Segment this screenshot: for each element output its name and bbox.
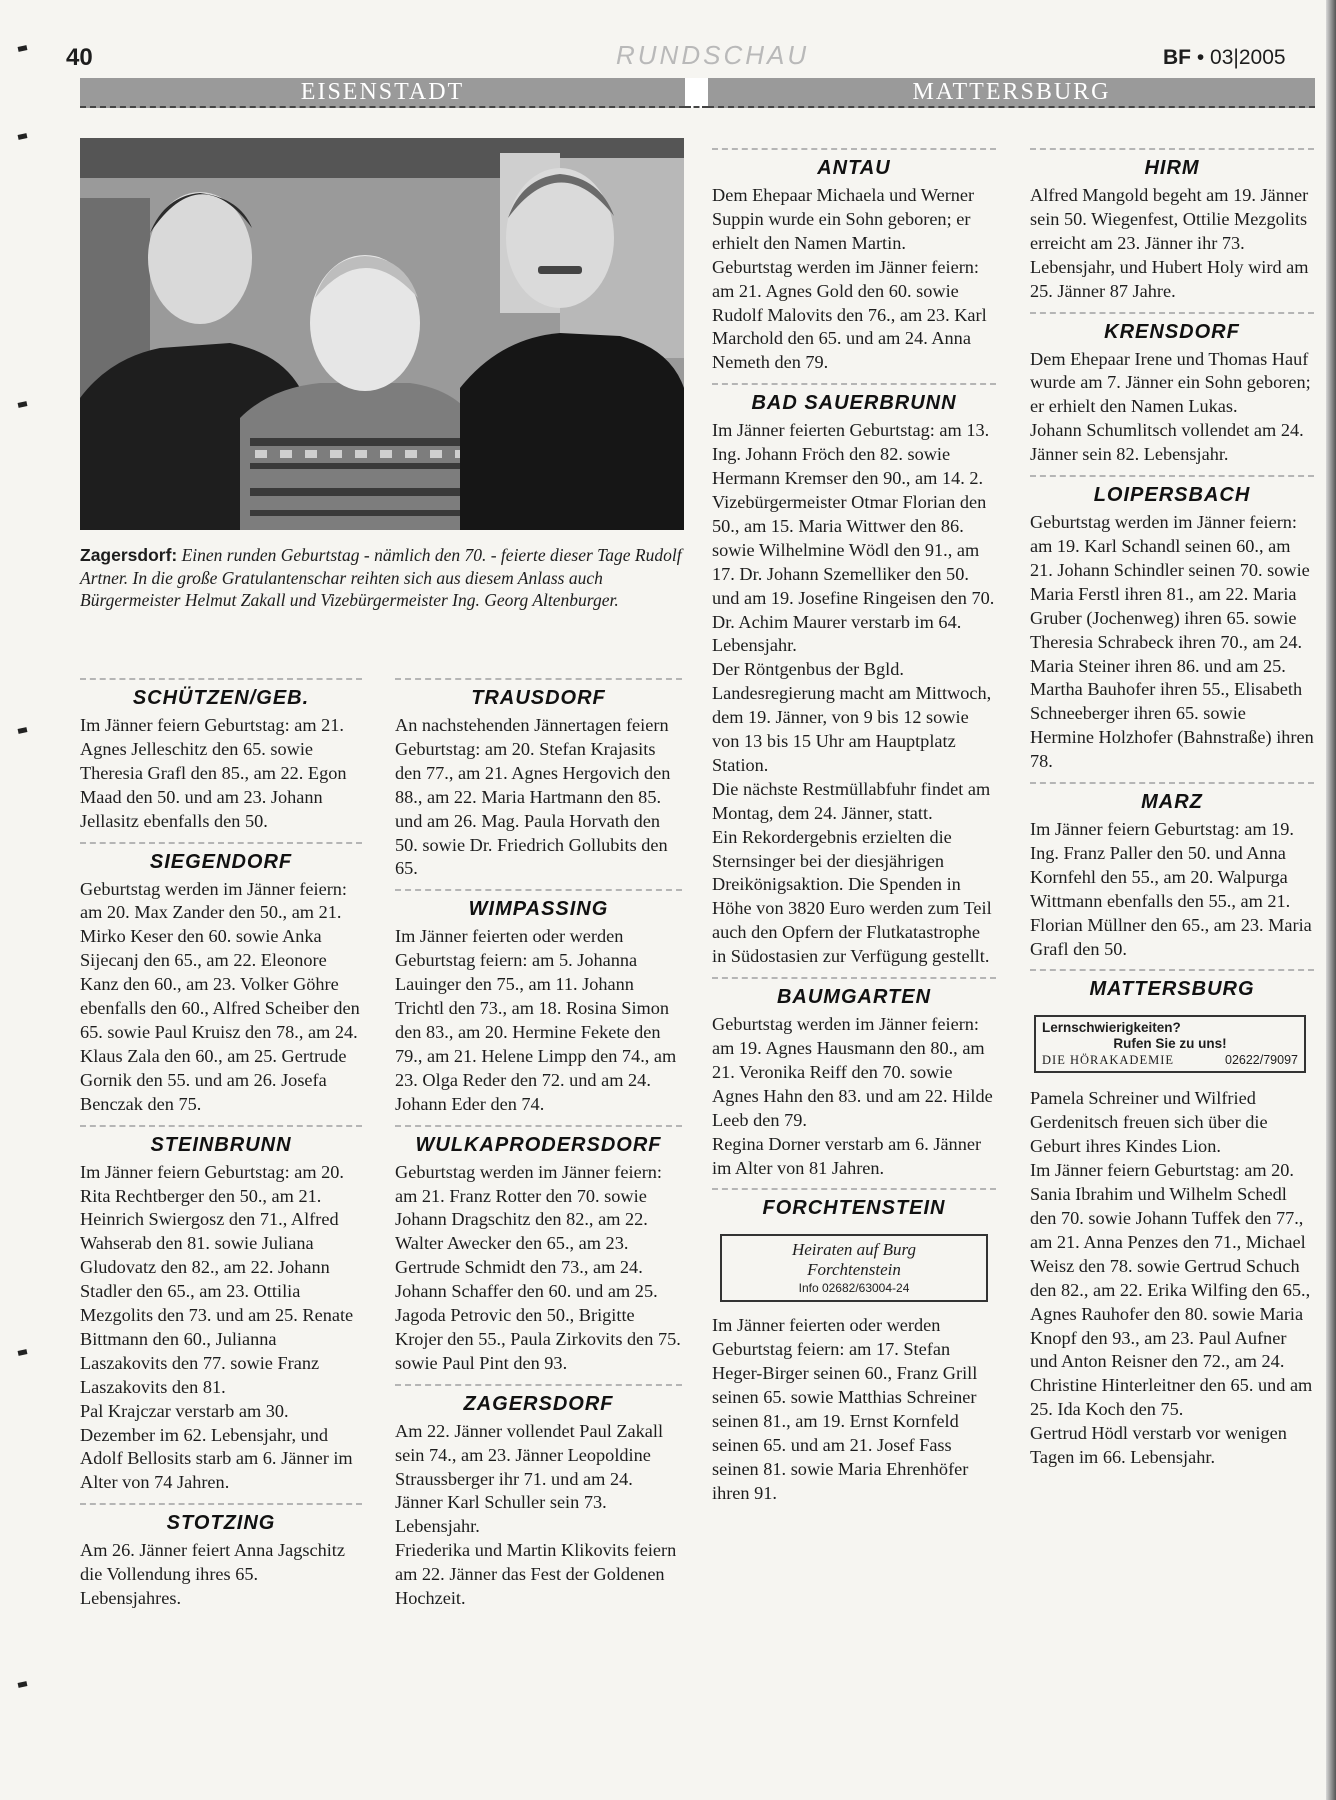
paragraph: Geburtstag werden im Jänner feiern: am 19. Agnes Hausmann den 80., am 21. Veronika Reiff den 70. sowie Agnes Hahn den 83. und am 22. Hilde Leeb den 79.	[712, 1014, 993, 1130]
page-spine-shadow	[1326, 0, 1336, 1800]
photo-illustration	[80, 138, 684, 530]
region-bar-right: MATTERSBURG	[708, 78, 1315, 108]
section-heading-krensdorf: KRENSDORF	[1030, 312, 1314, 344]
section-body-forchtenstein	[712, 1314, 996, 1505]
advert-line1: Heiraten auf Burg	[791, 1240, 917, 1260]
region-separator	[685, 78, 708, 108]
section-heading-trausdorf: TRAUSDORF	[395, 678, 682, 710]
page-number: 40	[66, 44, 93, 71]
issue-number: 03|2005	[1210, 46, 1286, 69]
paragraph: An nachstehenden Jännertagen feiern Geburtstag: am 20. Stefan Krajasits den 77., am 21. Agnes Hergovich den 88., am 22. Maria Hartmann den 85. und am 26. Mag. Paula Horvath den 50. sowie Dr. Friedrich Gollubits den 65.	[395, 715, 671, 879]
section-heading-siegendorf: SIEGENDORF	[80, 842, 362, 874]
paragraph: Geburtstag werden im Jänner feiern: am 20. Max Zander den 50., am 21. Mirko Keser den 60. sowie Anka Sijecanj den 65., am 22. Eleonore Kanz den 60., am 23. Volker Göhre ebenfalls den 60., Alfred Scheiber den 65. sowie Paul Kruisz den 78., am 24. Klaus Zala den 60., am 25. Gertrude Gornik den 55. und am 26. Josefa Benczak den 75.	[80, 878, 360, 1114]
paragraph: Im Jänner feierten Geburtstag: am 13. Ing. Johann Fröch den 82. sowie Hermann Kremser den 90., am 14. 2. Vizebürgermeister Otmar Florian den 50., am 15. Maria Wittwer den 86. sowie Wilhelmine Wödl den 91., am 17. Dr. Johann Szemelliker den 50. und am 19. Josefine Ringeisen den 70.	[712, 420, 995, 608]
advert-subline: Rufen Sie zu uns!	[1113, 1036, 1227, 1052]
section-body-antau	[712, 184, 996, 375]
margin-mark	[18, 45, 28, 52]
margin-mark	[18, 1349, 28, 1356]
paragraph: Im Jänner feiern Geburtstag: am 20. Sania Ibrahim und Wilhelm Schedl den 70. sowie Johann Tuffek den 77., am 21. Anna Penzes den 71., Michael Weisz den 78. sowie Gertrud Schuch den 82., am 22. Erika Wilfing den 65., Agnes Rauhofer den 80. sowie Maria Knopf den 93., am 23. Paul Aufner und Anton Reisner den 72., am 24. Christine Hinterleitner den 65. und am 25. Ida Koch den 75.	[1030, 1160, 1313, 1420]
paragraph: Am 26. Jänner feiert Anna Jagschitz die Vollendung ihres 65. Lebensjahres.	[80, 1540, 345, 1609]
section-body-bad-sauerbrunn	[712, 419, 996, 969]
section-body-trausdorf	[395, 714, 682, 881]
region-bar-left: EISENSTADT	[80, 78, 685, 108]
advert-box-burg	[720, 1234, 988, 1302]
section-body-stotzing	[80, 1539, 362, 1611]
section-body-zagersdorf	[395, 1420, 682, 1611]
advert-phone: 02622/79097	[1225, 1053, 1298, 1068]
caption-place: Zagersdorf:	[80, 545, 178, 565]
separator-dot: •	[1196, 46, 1205, 69]
advert-contact	[1042, 1052, 1298, 1068]
paragraph: Im Jänner feiern Geburtstag: am 21. Agnes Jelleschitz den 65. sowie Theresia Grafl den 85., am 22. Egon Maad den 50. und am 23. Johann Jellasitz ebenfalls den 50.	[80, 715, 347, 831]
section-heading-schuetzen-geb: SCHÜTZEN/GEB.	[80, 678, 362, 710]
paragraph: Der Röntgenbus der Bgld. Landesregierung macht am Mittwoch, dem 19. Jänner, von 9 bis 12 sowie von 13 bis 15 Uhr am Hauptplatz Station.	[712, 659, 992, 775]
issue-info	[1163, 46, 1286, 70]
section-heading-marz: MARZ	[1030, 782, 1314, 814]
section-heading-zagersdorf: ZAGERSDORF	[395, 1384, 682, 1416]
paragraph: Im Jänner feierten oder werden Geburtstag feiern: am 17. Stefan Heger-Birger seinen 60., Franz Grill seinen 65. sowie Matthias Schreiner seinen 81., am 19. Ernst Kornfeld seinen 65. und am 21. Josef Fass seinen 81. sowie Maria Ehrenhöfer ihren 91.	[712, 1315, 978, 1503]
margin-mark	[18, 727, 28, 734]
paragraph: Geburtstag werden im Jänner feiern: am 21. Agnes Gold den 60. sowie Rudolf Malovits den 76., am 23. Karl Marchold den 65. und am 24. Anna Nemeth den 79.	[712, 256, 987, 373]
section-heading-steinbrunn: STEINBRUNN	[80, 1125, 362, 1157]
news-photo	[80, 138, 684, 530]
paragraph: Friederika und Martin Klikovits feiern am 22. Jänner das Fest der Goldenen Hochzeit.	[395, 1540, 677, 1609]
margin-mark	[18, 133, 28, 140]
column-3	[712, 148, 996, 1514]
section-heading-bad-sauerbrunn: BAD SAUERBRUNN	[712, 383, 996, 415]
section-heading-baumgarten: BAUMGARTEN	[712, 977, 996, 1009]
advert-headline: Lernschwierigkeiten?	[1042, 1020, 1181, 1036]
margin-mark	[18, 401, 28, 408]
paragraph: Geburtstag werden im Jänner feiern: am 19. Karl Schandl seinen 60., am 21. Johann Schindler seinen 70. sowie Maria Ferstl ihren 81., am 22. Maria Gruber (Jochenweg) ihren 65. sowie Theresia Schrabeck ihren 70., am 24. Maria Steiner ihren 86. und am 25. Martha Bauhofer ihren 55., Elisabeth Schneeberger ihren 65. sowie Hermine Holzhofer (Bahnstraße) ihren 78.	[1030, 512, 1314, 772]
column-4	[1030, 148, 1314, 1478]
paragraph: Am 22. Jänner vollendet Paul Zakall sein 74., am 23. Jänner Leopoldine Straussberger ihr 71. und am 24. Jänner Karl Schuller sein 73. Lebensjahr.	[395, 1420, 664, 1537]
paragraph: Die nächste Restmüllabfuhr findet am Montag, dem 24. Jänner, statt.	[712, 778, 991, 823]
section-heading-mattersburg: MATTERSBURG	[1030, 969, 1314, 1001]
section-body-loipersbach	[1030, 511, 1314, 774]
section-body-krensdorf	[1030, 348, 1314, 468]
advert-box-hoerakademie	[1034, 1015, 1306, 1073]
section-body-marz	[1030, 818, 1314, 961]
margin-mark	[18, 1681, 28, 1688]
paragraph: Johann Schumlitsch vollendet am 24. Jänner sein 82. Lebensjahr.	[1030, 420, 1304, 465]
paragraph: Dem Ehepaar Michaela und Werner Suppin wurde ein Sohn geboren; er erhielt den Namen Martin.	[712, 185, 975, 253]
section-body-hirm	[1030, 184, 1314, 304]
section-heading-stotzing: STOTZING	[80, 1503, 362, 1535]
section-heading-wulkaprodersdorf: WULKAPRODERSDORF	[395, 1125, 682, 1157]
paragraph: Dem Ehepaar Irene und Thomas Hauf wurde am 7. Jänner ein Sohn geboren; er erhielt den Namen Lukas.	[1030, 348, 1311, 417]
column-2	[395, 678, 682, 1619]
section-heading-forchtenstein: FORCHTENSTEIN	[712, 1188, 996, 1220]
section-body-steinbrunn	[80, 1161, 362, 1496]
paragraph: Ein Rekordergebnis erzielten die Sternsinger bei der diesjährigen Dreikönigsaktion. Die Spenden in Höhe von 3820 Euro werden zum Teil auch den Opfern der Flutkatastrophe in Südostasien zur Verfügung gestellt.	[712, 826, 992, 967]
section-heading-wimpassing: WIMPASSING	[395, 889, 682, 921]
paragraph: Geburtstag werden im Jänner feiern: am 21. Franz Rotter den 70. sowie Johann Dragschitz den 82., am 22. Walter Awecker den 65., am 23. Gertrude Schmidt den 73., am 24. Johann Schaffer den 60. und am 25. Jagoda Petrovic den 50., Brigitte Krojer den 55., Paula Zirkovits den 75. sowie Paul Pint den 93.	[395, 1161, 681, 1373]
section-body-siegendorf	[80, 878, 362, 1117]
paragraph: Dr. Achim Maurer verstarb im 64. Lebensjahr.	[712, 611, 962, 656]
caption-text: Einen runden Geburtstag - nämlich den 70. - feierte dieser Tage Rudolf Artner. In die große Gratulantenschar reihten sich aus diesem Anlass auch Bürgermeister Helmut Zakall und Vizebürgermeister Ing. Georg Altenburger.	[80, 545, 682, 610]
section-body-wimpassing	[395, 925, 682, 1116]
advert-line3: Info 02682/63004-24	[798, 1281, 910, 1296]
paragraph: Im Jänner feierten oder werden Geburtstag feiern: am 5. Johanna Lauinger den 75., am 11. Johann Trichtl den 73., am 18. Rosina Simon den 83., am 20. Hermine Fekete den 79., am 21. Helene Limpp den 74., am 23. Olga Reder den 72. und am 24. Johann Eder den 74.	[395, 926, 677, 1114]
paragraph: Gertrud Hödl verstarb vor wenigen Tagen im 66. Lebensjahr.	[1030, 1423, 1287, 1468]
publication-name: BF	[1163, 46, 1191, 69]
paragraph: Im Jänner feiern Geburtstag: am 19. Ing. Franz Paller den 50. und Anna Kornfehl den 55., am 20. Walpurga Wittmann ebenfalls den 55., am 21. Florian Müllner den 65., am 23. Maria Grafl den 50.	[1030, 819, 1312, 959]
column-1	[80, 678, 362, 1619]
section-heading-loipersbach: LOIPERSBACH	[1030, 475, 1314, 507]
photo-caption	[80, 544, 684, 612]
paragraph: Im Jänner feiern Geburtstag: am 20. Rita Rechtberger den 50., am 21. Heinrich Swiergosz den 71., Alfred Wahserab den 81. sowie Juliana Gludovatz den 82., am 22. Johann Stadler den 65., am 23. Ottilia Mezgolits den 73. und am 25. Renate Bittmann den 60., Julianna Laszakovits den 77. sowie Franz Laszakovits den 81.	[80, 1161, 354, 1397]
paragraph: Alfred Mangold begeht am 19. Jänner sein 50. Wiegenfest, Ottilie Mezgolits erreicht am 23. Jänner ihr 73. Lebensjahr, und Hubert Holy wird am 25. Jänner 87 Jahre.	[1030, 185, 1309, 301]
section-body-wulkaprodersdorf	[395, 1161, 682, 1376]
advert-academy: DIE HÖRAKADEMIE	[1042, 1053, 1174, 1068]
paragraph: Regina Dorner verstarb am 6. Jänner im Alter von 81 Jahren.	[712, 1133, 982, 1178]
section-body-baumgarten	[712, 1013, 996, 1180]
section-body-schuetzen-geb	[80, 714, 362, 834]
section-body-mattersburg	[1030, 1087, 1314, 1470]
paragraph: Pamela Schreiner und Wilfried Gerdenitsch freuen sich über die Geburt ihres Kindes Lion.	[1030, 1088, 1268, 1157]
paragraph: Pal Krajczar verstarb am 30. Dezember im 62. Lebensjahr, und Adolf Bellosits starb am 6. Jänner im Alter von 74 Jahren.	[80, 1400, 353, 1493]
section-heading-hirm: HIRM	[1030, 148, 1314, 180]
section-title: RUNDSCHAU	[616, 40, 810, 70]
section-heading-antau: ANTAU	[712, 148, 996, 180]
advert-line2: Forchtenstein	[807, 1260, 901, 1280]
